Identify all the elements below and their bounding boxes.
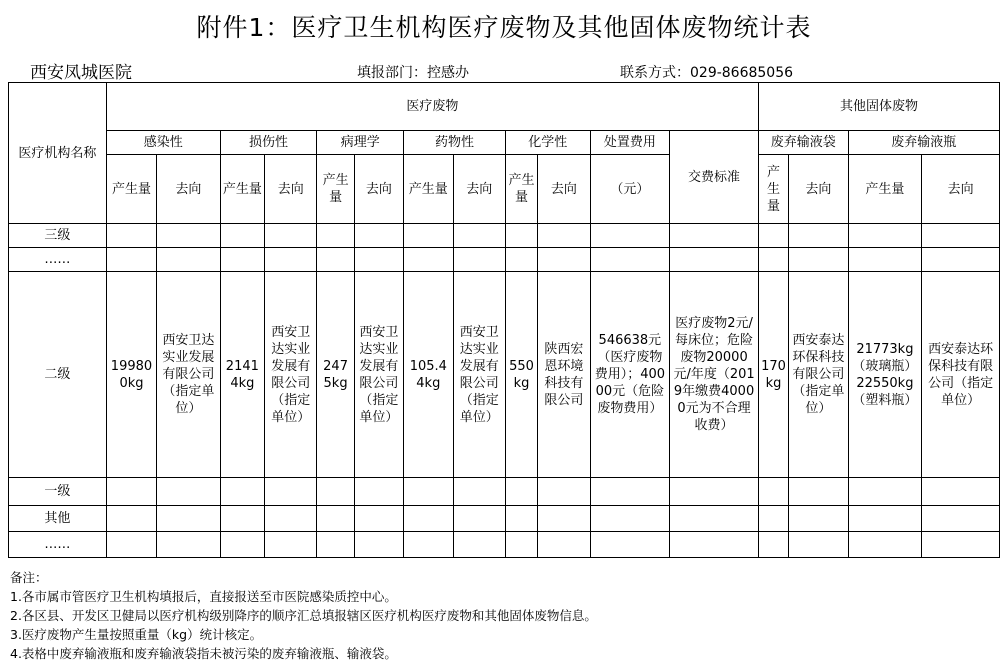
header-other-waste: 其他固体废物 (758, 83, 999, 131)
row-label-level1: 一级 (9, 478, 107, 506)
hospital-name: 西安凤城医院 (30, 63, 132, 83)
header-org-name: 医疗机构名称 (9, 83, 107, 224)
reporting-department: 填报部门：控感办 (357, 65, 469, 81)
header-output: 产生量 (317, 155, 354, 224)
header-output: 产生量 (106, 155, 156, 224)
infectious-output: 199800kg (106, 272, 156, 478)
header-output: 产生量 (404, 155, 453, 224)
header-destination: 去向 (265, 155, 317, 224)
header-output: 产生量 (848, 155, 922, 224)
header-destination: 去向 (789, 155, 848, 224)
header-fee-unit: （元） (590, 155, 670, 224)
fee-standard: 医疗废物2元/每床位；危险废物20000元/年度（2019年缴费40000元为不合理收费） (670, 272, 759, 478)
row-label-ellipsis: …… (9, 248, 107, 272)
waste-bag-output: 170kg (758, 272, 788, 478)
page-title: 附件1：医疗卫生机构医疗废物及其他固体废物统计表 (196, 13, 812, 42)
pathological-destination: 西安卫达实业发展有限公司（指定单位） (354, 272, 403, 478)
chemical-output: 550kg (505, 272, 537, 478)
notes-label: 备注： (10, 570, 48, 585)
chemical-destination: 陕西宏恩环境科技有限公司 (538, 272, 590, 478)
injurious-destination: 西安卫达实业发展有限公司（指定单位） (265, 272, 317, 478)
injurious-output: 21414kg (220, 272, 264, 478)
waste-bag-destination: 西安泰达环保科技有限公司（指定单位） (789, 272, 848, 478)
waste-statistics-table (8, 82, 1000, 558)
header-disposal-fee: 处置费用 (590, 131, 670, 155)
pathological-output: 2475kg (317, 272, 354, 478)
header-destination: 去向 (157, 155, 221, 224)
note-1: 1.各市属市管医疗卫生机构填报后，直接报送至市医院感染质控中心。 (10, 589, 397, 604)
header-waste-bottle: 废弃输液瓶 (848, 131, 999, 155)
header-destination: 去向 (538, 155, 590, 224)
header-destination: 去向 (453, 155, 505, 224)
row-label-other: 其他 (9, 506, 107, 532)
header-fee-standard: 交费标准 (670, 131, 759, 224)
header-output: 产生量 (758, 155, 788, 224)
note-4: 4.表格中废弃输液瓶和废弃输液袋指未被污染的废弃输液瓶、输液袋。 (10, 646, 397, 661)
contact-info: 联系方式：029-86685056 (620, 65, 794, 81)
infectious-destination: 西安卫达实业发展有限公司（指定单位） (157, 272, 221, 478)
notes (10, 568, 597, 663)
header-output: 产生量 (505, 155, 537, 224)
header-pharmaceutical: 药物性 (404, 131, 506, 155)
waste-bottle-destination: 西安泰达环保科技有限公司（指定单位） (922, 272, 1000, 478)
header-chemical: 化学性 (505, 131, 590, 155)
pharmaceutical-destination: 西安卫达实业发展有限公司（指定单位） (453, 272, 505, 478)
header-injurious: 损伤性 (220, 131, 317, 155)
pharmaceutical-output: 105.44kg (404, 272, 453, 478)
header-destination: 去向 (354, 155, 403, 224)
note-3: 3.医疗废物产生量按照重量（kg）统计核定。 (10, 627, 263, 642)
row-label-ellipsis: …… (9, 532, 107, 558)
header-waste-bag: 废弃输液袋 (758, 131, 848, 155)
row-label-level2: 二级 (9, 272, 107, 478)
header-medical-waste: 医疗废物 (106, 83, 758, 131)
row-label-level3: 三级 (9, 224, 107, 248)
header-infectious: 感染性 (106, 131, 220, 155)
note-2: 2.各区县、开发区卫健局以医疗机构级别降序的顺序汇总填报辖区医疗机构医疗废物和其他固体废物信息。 (10, 608, 597, 623)
header-pathological: 病理学 (317, 131, 404, 155)
header-destination: 去向 (922, 155, 1000, 224)
disposal-fee: 546638元（医疗废物费用）；40000元（危险废物费用） (590, 272, 670, 478)
waste-bottle-output: 21773kg（玻璃瓶）22550kg（塑料瓶） (848, 272, 922, 478)
header-output: 产生量 (220, 155, 264, 224)
